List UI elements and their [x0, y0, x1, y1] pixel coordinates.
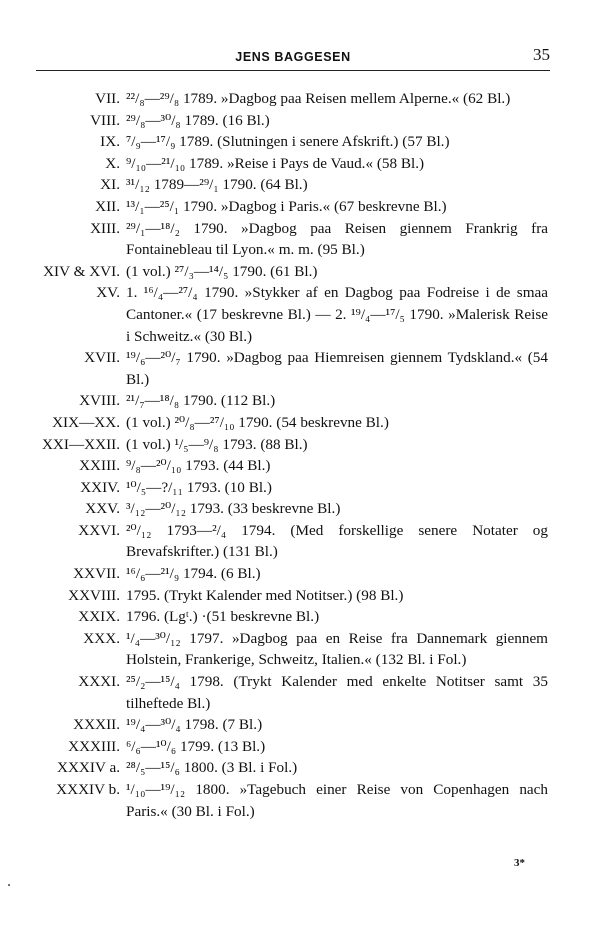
- volume-number: XII.: [95, 197, 120, 215]
- volume-description: ¹/₄—³⁰/₁₂ 1797. »Dagbog paa en Reise fra Dannemark giennem Holstein, Frankerige, Schweitz, Italien.« (132 Bl. i Fol.): [126, 629, 548, 669]
- volume-number: XIX—XX.: [52, 413, 120, 431]
- volume-description: ²⁹/₁—¹⁸/₂ 1790. »Dagbog paa Reisen giennem Frankrig fra Fontainebleau til Lyon.« m. m. (95 Bl.): [126, 219, 548, 259]
- volume-number: XXVIII.: [68, 586, 120, 604]
- volume-number: XXXIV b.: [56, 781, 120, 798]
- list-item: [0, 779, 600, 822]
- volume-description: ²⁵/₂—¹⁵/₄ 1798. (Trykt Kalender med enkelte Notitser samt 35 tilheftede Bl.): [126, 673, 548, 712]
- list-item: [0, 282, 600, 347]
- volume-description: ⁶/₆—¹⁰/₆ 1799. (13 Bl.): [126, 737, 266, 755]
- volume-description: ²⁰/₁₂ 1793—²/₄ 1794. (Med forskellige senere Notater og Brevafskrifter.) (131 Bl.): [126, 521, 548, 561]
- list-item: [0, 110, 600, 132]
- volume-number: X.: [105, 154, 120, 172]
- signature-mark: 3*: [514, 857, 525, 869]
- volume-description: (1 vol.) ²⁷/₃—¹⁴/₅ 1790. (61 Bl.): [126, 262, 318, 280]
- list-item: [0, 606, 600, 628]
- volume-number: XXXIII.: [68, 737, 120, 755]
- volume-description: ²⁸/₅—¹⁵/₆ 1800. (3 Bl. i Fol.): [126, 759, 298, 777]
- list-item: [0, 131, 600, 153]
- list-item: [0, 88, 600, 110]
- volume-description: 1. ¹⁶/₄—²⁷/₄ 1790. »Stykker af en Dagbog paa Fodreise i de smaa Cantoner.« (17 beskrevne Bl.) — 2. ¹⁹/₄—¹⁷/₅ 1790. »Malerisk Reise i Schweitz.« (30 Bl.): [126, 284, 548, 345]
- volume-number: XVII.: [84, 349, 120, 367]
- volume-description: ⁷/₉—¹⁷/₉ 1789. (Slutningen i senere Afskrift.) (57 Bl.): [126, 133, 450, 151]
- volume-number: XXX.: [83, 629, 120, 647]
- list-item: [0, 390, 600, 412]
- list-item: [0, 196, 600, 218]
- list-item: [0, 218, 600, 261]
- volume-number: XXIII.: [79, 457, 120, 475]
- diary-volume-list: [0, 88, 600, 822]
- volume-description: (1 vol.) ²⁰/₈—²⁷/₁₀ 1790. (54 beskrevne Bl.): [126, 413, 389, 431]
- page-number: 35: [533, 45, 550, 64]
- list-item: [0, 455, 600, 477]
- volume-description: 1795. (Trykt Kalender med Notitser.) (98 Bl.): [126, 586, 404, 604]
- list-item: [0, 498, 600, 520]
- volume-description: ¹⁰/₅—?/₁₁ 1793. (10 Bl.): [126, 478, 272, 496]
- volume-description: ¹⁶/₆—²¹/₉ 1794. (6 Bl.): [126, 565, 261, 583]
- volume-number: XIV & XVI.: [43, 262, 120, 280]
- list-item: [0, 585, 600, 607]
- volume-number: XVIII.: [79, 392, 120, 410]
- volume-number: XXIX.: [78, 608, 120, 626]
- volume-number: XXXII.: [73, 716, 120, 734]
- volume-description: ⁹/₈—²⁰/₁₀ 1793. (44 Bl.): [126, 457, 271, 475]
- volume-description: (1 vol.) ¹/₅—⁹/₈ 1793. (88 Bl.): [126, 435, 308, 453]
- volume-description: ¹⁹/₆—²⁰/₇ 1790. »Dagbog paa Hiemreisen giennem Tydskland.« (54 Bl.): [126, 349, 548, 388]
- list-item: [0, 412, 600, 434]
- volume-description: ³¹/₁₂ 1789—²⁹/₁ 1790. (64 Bl.): [126, 176, 308, 194]
- list-item: [0, 757, 600, 779]
- volume-number: XXI—XXII.: [41, 435, 120, 453]
- list-item: [0, 736, 600, 758]
- list-item: [0, 477, 600, 499]
- list-item: [0, 261, 600, 283]
- list-item: [0, 347, 600, 390]
- running-head: [36, 44, 550, 68]
- list-item: [0, 434, 600, 456]
- volume-number: XXXI.: [78, 673, 120, 691]
- volume-description: 1796. (Lgᵗ.) ·(51 beskrevne Bl.): [126, 608, 320, 626]
- list-item: [0, 671, 600, 714]
- volume-number: XXV.: [85, 500, 120, 518]
- volume-number: XXIV.: [80, 478, 120, 496]
- volume-number: XIII.: [90, 219, 120, 237]
- volume-description: ³/₁₂—²⁰/₁₂ 1793. (33 beskrevne Bl.): [126, 500, 341, 518]
- list-item: [0, 153, 600, 175]
- list-item: [0, 628, 600, 671]
- running-title: JENS BAGGESEN: [235, 50, 351, 64]
- volume-number: VII.: [95, 90, 120, 107]
- volume-number: XXVII.: [73, 565, 120, 583]
- list-item: [0, 563, 600, 585]
- volume-number: VIII.: [90, 111, 120, 129]
- volume-description: ²⁹/₈—³⁰/₈ 1789. (16 Bl.): [126, 111, 270, 129]
- list-item: [0, 520, 600, 563]
- volume-description: ¹/₁₀—¹⁹/₁₂ 1800. »Tagebuch einer Reise von Copenhagen nach Paris.« (30 Bl. i Fol.): [126, 781, 548, 820]
- header-rule: [36, 70, 550, 71]
- volume-description: ²¹/₇—¹⁸/₈ 1790. (112 Bl.): [126, 392, 276, 410]
- volume-number: XXXIV a.: [57, 759, 120, 777]
- list-item: [0, 714, 600, 736]
- volume-number: IX.: [100, 133, 120, 151]
- volume-description: ¹³/₁—²⁵/₁ 1790. »Dagbog i Paris.« (67 beskrevne Bl.): [126, 197, 447, 215]
- volume-number: XI.: [100, 176, 120, 194]
- volume-description: ⁹/₁₀—²¹/₁₀ 1789. »Reise i Pays de Vaud.« (58 Bl.): [126, 154, 425, 172]
- volume-number: XXVI.: [78, 521, 120, 539]
- list-item: [0, 174, 600, 196]
- volume-description: ¹⁹/₄—³⁰/₄ 1798. (7 Bl.): [126, 716, 263, 734]
- paper-speck: [8, 884, 10, 886]
- volume-number: XV.: [96, 284, 120, 302]
- volume-description: ²²/₈—²⁹/₈ 1789. »Dagbog paa Reisen mellem Alperne.« (62 Bl.): [126, 90, 511, 107]
